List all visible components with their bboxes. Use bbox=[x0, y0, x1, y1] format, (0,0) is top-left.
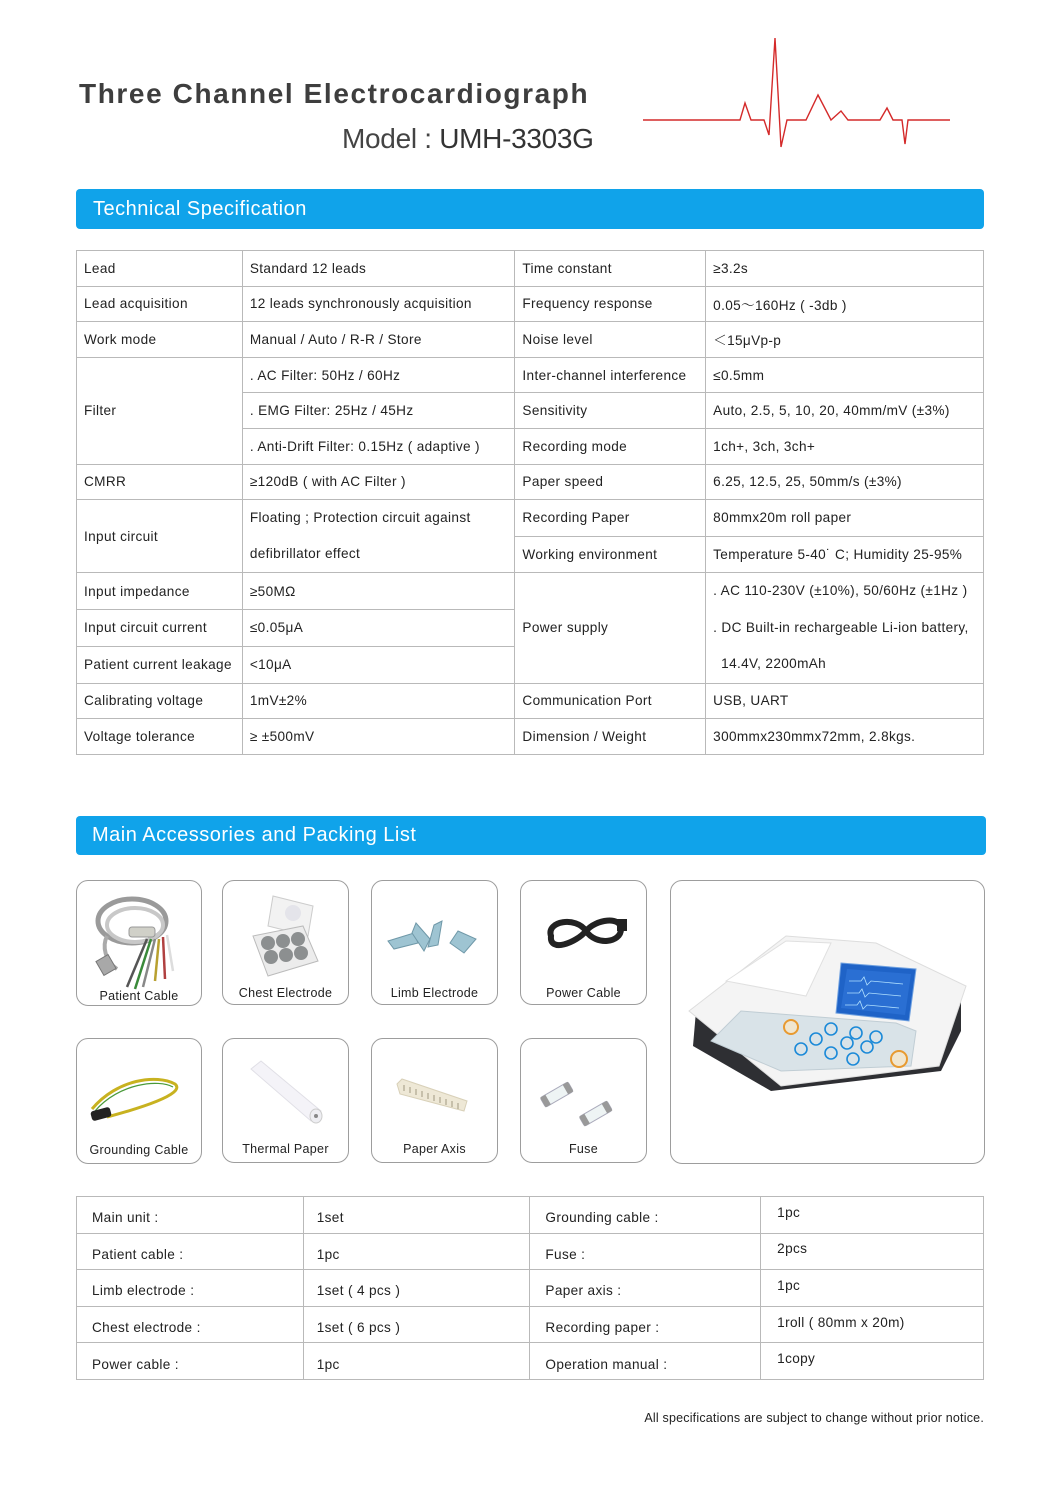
spec-label: Recording Paper bbox=[515, 500, 706, 537]
spec-label: Time constant bbox=[515, 251, 706, 287]
ecg-waveform-icon bbox=[640, 30, 960, 160]
packing-qty: 2pcs bbox=[761, 1233, 984, 1270]
section-header-technical-specification: Technical Specification bbox=[76, 189, 984, 229]
model-name: UMH-3303G bbox=[439, 123, 594, 154]
spec-value bbox=[242, 500, 515, 573]
spec-label: Dimension / Weight bbox=[515, 719, 706, 755]
packing-item: Grounding cable : bbox=[530, 1197, 761, 1234]
accessory-card-fuse bbox=[520, 1038, 647, 1163]
spec-label: Noise level bbox=[515, 322, 706, 358]
footer-notice: All specifications are subject to change without prior notice. bbox=[644, 1411, 984, 1425]
spec-value: Temperature 5-40˙ C; Humidity 25-95% bbox=[706, 536, 984, 573]
document-title: Three Channel Electrocardiograph bbox=[79, 78, 590, 109]
spec-value: ≥120dB ( with AC Filter ) bbox=[242, 464, 515, 500]
spec-value: Standard 12 leads bbox=[242, 251, 515, 287]
accessory-card-power-cable bbox=[520, 880, 647, 1005]
section-header-accessories: Main Accessories and Packing List bbox=[76, 816, 986, 855]
packing-qty: 1roll ( 80mm x 20m) bbox=[761, 1306, 984, 1343]
spec-value: . Anti-Drift Filter: 0.15Hz ( adaptive ) bbox=[242, 428, 515, 464]
spec-label: Frequency response bbox=[515, 286, 706, 322]
accessory-label: Chest Electrode bbox=[238, 986, 333, 1000]
model-label: Model : bbox=[342, 123, 440, 154]
spec-value: Auto, 2.5, 5, 10, 20, 40mm/mV (±3%) bbox=[706, 393, 984, 429]
spec-label: Lead acquisition bbox=[77, 286, 243, 322]
packing-qty: 1pc bbox=[761, 1270, 984, 1307]
packing-qty: 1set bbox=[303, 1197, 530, 1234]
accessory-label: Paper Axis bbox=[403, 1142, 466, 1156]
packing-item: Paper axis : bbox=[530, 1270, 761, 1307]
packing-item: Fuse : bbox=[530, 1233, 761, 1270]
spec-value-line: defibrillator effect bbox=[249, 546, 361, 562]
spec-value: ≥50MΩ bbox=[242, 573, 515, 610]
accessory-card-grounding-cable bbox=[76, 1038, 202, 1164]
packing-qty: 1set ( 6 pcs ) bbox=[303, 1306, 530, 1343]
spec-value: 1ch+, 3ch, 3ch+ bbox=[706, 428, 984, 464]
spec-label: Voltage tolerance bbox=[77, 719, 243, 755]
spec-label: Working environment bbox=[515, 536, 706, 573]
accessory-card-limb-electrode bbox=[371, 880, 498, 1005]
spec-value: ≥ ±500mV bbox=[242, 719, 515, 755]
spec-value: 0.05～160Hz ( -3db ) bbox=[706, 286, 984, 322]
main-unit-card bbox=[670, 880, 985, 1164]
spec-value: 80mmx20m roll paper bbox=[706, 500, 984, 537]
packing-item: Operation manual : bbox=[530, 1343, 761, 1380]
accessory-label: Fuse bbox=[569, 1142, 598, 1156]
table-row bbox=[77, 357, 984, 393]
accessory-card-paper-axis bbox=[371, 1038, 498, 1163]
packing-item: Power cable : bbox=[77, 1343, 304, 1380]
packing-qty: 1pc bbox=[761, 1197, 984, 1234]
table-row bbox=[77, 500, 984, 537]
packing-qty: 1pc bbox=[303, 1343, 530, 1380]
spec-value: ≤0.5mm bbox=[706, 357, 984, 393]
packing-qty: 1set ( 4 pcs ) bbox=[303, 1270, 530, 1307]
spec-value: USB, UART bbox=[706, 683, 984, 719]
packing-list-table bbox=[76, 1196, 984, 1380]
table-row bbox=[77, 1233, 984, 1270]
spec-label: CMRR bbox=[77, 464, 243, 500]
spec-value: . AC Filter: 50Hz / 60Hz bbox=[242, 357, 515, 393]
spec-label: Lead bbox=[77, 251, 243, 287]
spec-value: <10μA bbox=[242, 646, 515, 683]
spec-value: ≤0.05μA bbox=[242, 609, 515, 646]
table-row bbox=[77, 1306, 984, 1343]
spec-label: Patient current leakage bbox=[77, 646, 243, 683]
spec-label: Sensitivity bbox=[515, 393, 706, 429]
table-row bbox=[77, 1270, 984, 1307]
accessory-card-chest-electrode bbox=[222, 880, 349, 1005]
accessory-label: Power Cable bbox=[546, 986, 621, 1000]
technical-spec-table bbox=[76, 250, 984, 755]
spec-value: 1mV±2% bbox=[242, 683, 515, 719]
accessory-card-patient-cable bbox=[76, 880, 202, 1006]
accessory-label: Grounding Cable bbox=[89, 1143, 189, 1157]
spec-label: Input circuit current bbox=[77, 609, 243, 646]
spec-value: . EMG Filter: 25Hz / 45Hz bbox=[242, 393, 515, 429]
accessory-card-thermal-paper bbox=[222, 1038, 349, 1163]
table-row bbox=[77, 464, 984, 500]
spec-label: Filter bbox=[77, 357, 243, 464]
ecg-device-image bbox=[671, 881, 986, 1165]
spec-value: Manual / Auto / R-R / Store bbox=[242, 322, 515, 358]
spec-value: ≥3.2s bbox=[706, 251, 984, 287]
spec-value: 6.25, 12.5, 25, 50mm/s (±3%) bbox=[706, 464, 984, 500]
table-row bbox=[77, 1343, 984, 1380]
table-row bbox=[77, 683, 984, 719]
spec-value-line: . AC 110-230V (±10%), 50/60Hz (±1Hz ) bbox=[713, 583, 968, 599]
spec-label: Input circuit bbox=[77, 500, 243, 573]
table-row bbox=[77, 573, 984, 610]
spec-label: Paper speed bbox=[515, 464, 706, 500]
spec-label: Work mode bbox=[77, 322, 243, 358]
packing-item: Recording paper : bbox=[530, 1306, 761, 1343]
spec-label: Input impedance bbox=[77, 573, 243, 610]
packing-qty: 1copy bbox=[761, 1343, 984, 1380]
spec-value-line: . DC Built-in rechargeable Li-ion battery, bbox=[713, 619, 969, 635]
packing-item: Chest electrode : bbox=[77, 1306, 304, 1343]
spec-value-line: 14.4V, 2200mAh bbox=[721, 656, 827, 672]
spec-value bbox=[706, 573, 984, 684]
spec-label: Communication Port bbox=[515, 683, 706, 719]
table-row bbox=[77, 719, 984, 755]
packing-item: Main unit : bbox=[77, 1197, 304, 1234]
table-row bbox=[77, 1197, 984, 1234]
accessory-label: Patient Cable bbox=[99, 989, 179, 1003]
packing-item: Patient cable : bbox=[77, 1233, 304, 1270]
model-line bbox=[342, 123, 594, 155]
table-row bbox=[77, 251, 984, 287]
spec-label: Power supply bbox=[515, 573, 706, 684]
packing-item: Limb electrode : bbox=[77, 1270, 304, 1307]
accessory-label: Limb Electrode bbox=[390, 986, 479, 1000]
spec-value: 300mmx230mmx72mm, 2.8kgs. bbox=[706, 719, 984, 755]
spec-value: 12 leads synchronously acquisition bbox=[242, 286, 515, 322]
spec-label: Calibrating voltage bbox=[77, 683, 243, 719]
spec-value: ＜15μVp-p bbox=[706, 322, 984, 358]
table-row bbox=[77, 286, 984, 322]
spec-value-line: Floating ; Protection circuit against bbox=[249, 510, 471, 526]
spec-label: Recording mode bbox=[515, 428, 706, 464]
packing-qty: 1pc bbox=[303, 1233, 530, 1270]
table-row bbox=[77, 322, 984, 358]
accessory-label: Thermal Paper bbox=[242, 1142, 329, 1156]
spec-label: Inter-channel interference bbox=[515, 357, 706, 393]
